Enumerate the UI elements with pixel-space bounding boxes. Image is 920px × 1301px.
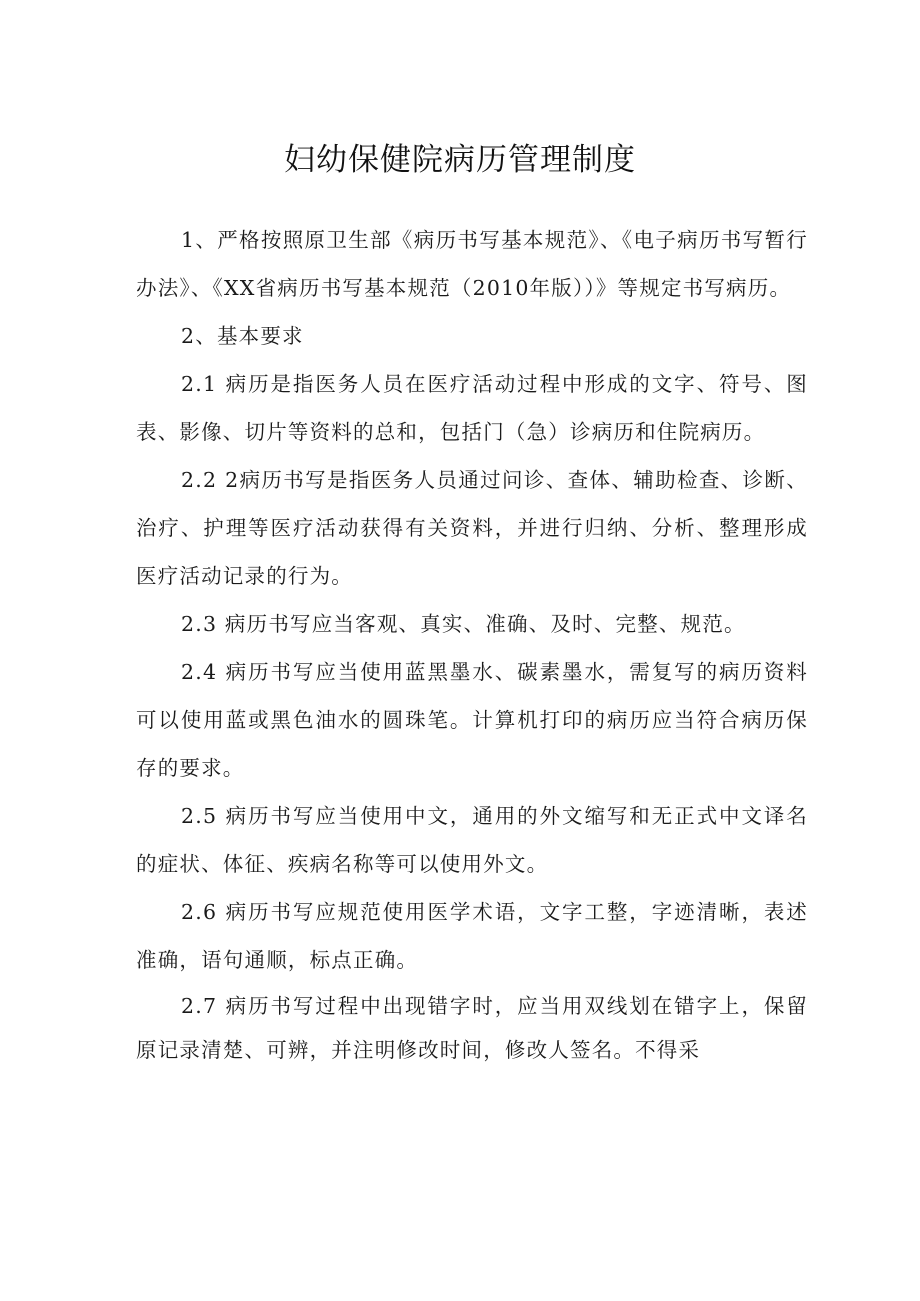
paragraph-2-3: 2.3 病历书写应当客观、真实、准确、及时、完整、规范。	[181, 612, 746, 636]
paragraph-2-7: 2.7 病历书写过程中出现错字时，应当用双线划在错字上，保留原记录清楚、可辨，并注明修改时间，修改人签名。不得采	[136, 994, 808, 1062]
paragraph-2-2: 2.2 2病历书写是指医务人员通过问诊、查体、辅助检查、诊断、治疗、护理等医疗活动获得有关资料，并进行归纳、分析、整理形成医疗活动记录的行为。	[136, 468, 808, 588]
paragraph-2: 2、基本要求	[181, 324, 304, 348]
paragraph-2-6: 2.6 病历书写应规范使用医学术语，文字工整，字迹清晰，表述准确，语句通顺，标点正确。	[136, 900, 808, 972]
paragraph-1: 1、严格按照原卫生部《病历书写基本规范》、《电子病历书写暂行办法》、《XX省病历书写基本规范（2010年版））》等规定书写病历。	[136, 228, 808, 300]
document-body	[136, 216, 808, 1072]
paragraph-2-4: 2.4 病历书写应当使用蓝黑墨水、碳素墨水，需复写的病历资料可以使用蓝或黑色油水的圆珠笔。计算机打印的病历应当符合病历保存的要求。	[136, 660, 808, 780]
paragraph-2-1: 2.1 病历是指医务人员在医疗活动过程中形成的文字、符号、图表、影像、切片等资料的总和，包括门（急）诊病历和住院病历。	[136, 372, 808, 444]
paragraph-2-5: 2.5 病历书写应当使用中文，通用的外文缩写和无正式中文译名的症状、体征、疾病名称等可以使用外文。	[136, 804, 808, 876]
document-title: 妇幼保健院病历管理制度	[284, 142, 636, 178]
